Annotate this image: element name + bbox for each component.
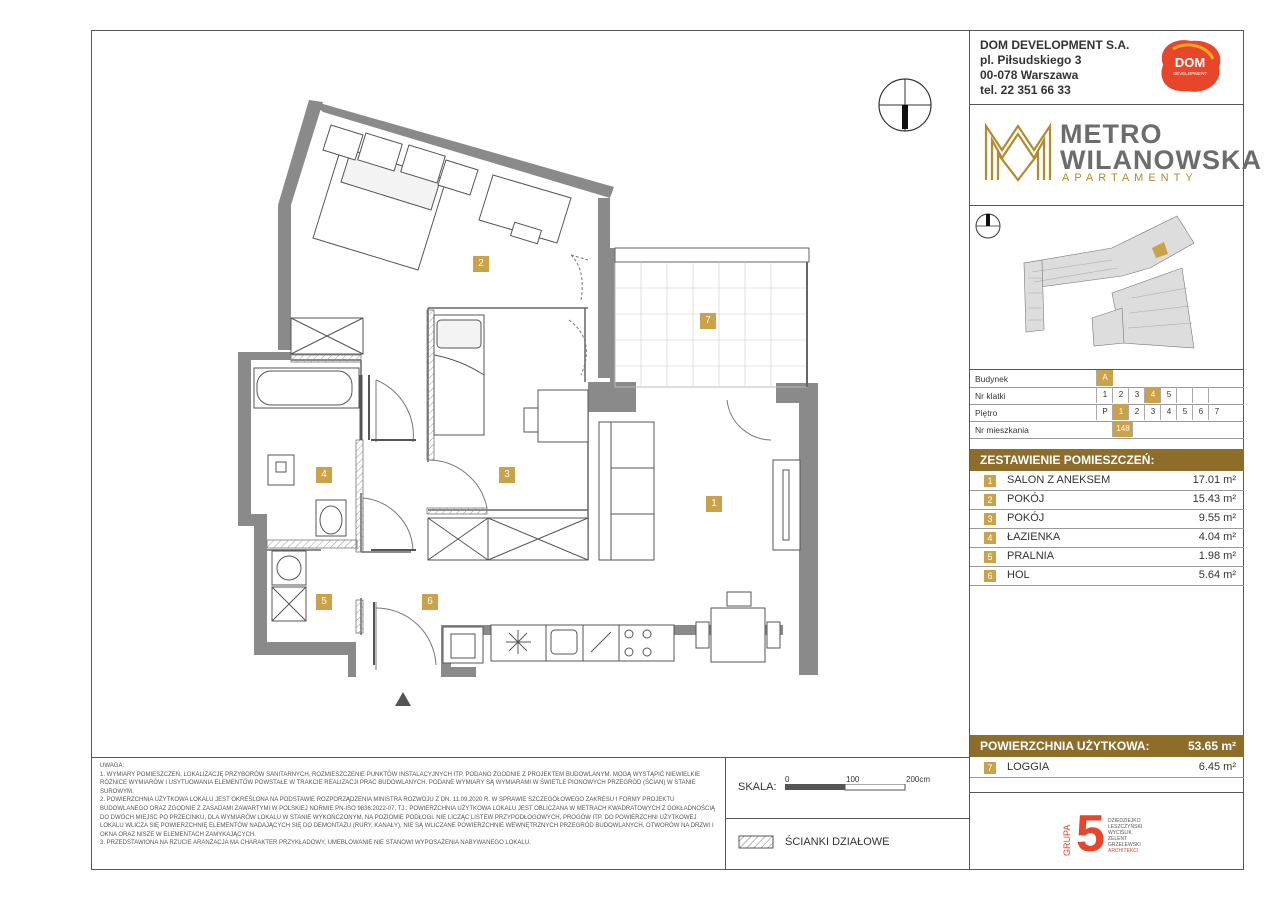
room-label: 1 (706, 496, 722, 512)
project-title-line2: WILANOWSKA (1060, 145, 1262, 175)
floor-cell: 5 (1176, 404, 1193, 420)
entrance-marker (395, 692, 411, 706)
bathroom-fixtures (254, 318, 363, 536)
architect-name: GRZELEWSKI (1108, 842, 1141, 848)
architect-name: ZELENT (1108, 836, 1128, 842)
project-subtitle: APARTAMENTY (1062, 172, 1198, 184)
room-label: 2 (473, 256, 489, 272)
floor-cell: 6 (1192, 404, 1209, 420)
total-area (970, 735, 1244, 757)
room3-furniture (428, 315, 588, 560)
room-name: HOL (1007, 569, 1030, 581)
stairs-label: Nr klatki (975, 391, 1006, 401)
key-plan (972, 208, 1242, 366)
partition-legend-swatch (738, 835, 774, 849)
divider (91, 757, 969, 758)
apartment-row (970, 421, 1244, 439)
floor-cell: 2 (1128, 404, 1145, 420)
stairs-cell (1192, 387, 1209, 403)
stairs-cell: 2 (1112, 387, 1129, 403)
room-number: 3 (984, 513, 996, 525)
room-area: 1.98 m² (1198, 550, 1236, 562)
scale-tick: 0 (785, 775, 790, 784)
room-area: 4.04 m² (1198, 531, 1236, 543)
scale-label: SKALA: (738, 781, 777, 793)
room-number: 6 (984, 570, 996, 582)
room-name: POKÓJ (1007, 493, 1045, 505)
legend-label: ŚCIANKI DZIAŁOWE (785, 836, 890, 848)
floor-row (970, 404, 1244, 422)
company-city: 00-078 Warszawa (980, 68, 1079, 82)
project-logo (982, 118, 1262, 188)
scale-bar (785, 784, 910, 794)
logo-development-text: DEVELOPMENT (1172, 71, 1208, 76)
floor-cell: P (1096, 404, 1113, 420)
divider (969, 205, 1244, 206)
room-row (970, 491, 1244, 510)
architect-name: ARCHITEKCI (1108, 848, 1139, 854)
grupa-number: 5 (1076, 805, 1105, 863)
room-label: 5 (316, 594, 332, 610)
room-number: 1 (984, 475, 996, 487)
company-phone: tel. 22 351 66 33 (980, 83, 1071, 97)
kitchen-counter (443, 625, 674, 663)
room-row (970, 510, 1244, 529)
room-area: 9.55 m² (1198, 512, 1236, 524)
room-name: ŁAZIENKA (1007, 531, 1061, 543)
room-label: 7 (700, 313, 716, 329)
room-label: 3 (499, 467, 515, 483)
laundry-fixtures (272, 551, 306, 621)
room-number: 7 (984, 762, 996, 774)
architect-logo (1062, 805, 1172, 864)
stairs-cell (1176, 387, 1193, 403)
dom-development-logo (1155, 37, 1225, 93)
architect-name: WYCIŚLIK (1108, 830, 1132, 836)
divider (969, 792, 1244, 793)
notes (100, 762, 718, 848)
architect-name: DZIEDZIEJKO (1108, 818, 1141, 824)
note-item: 1. WYMIARY POMIESZCZEŃ, LOKALIZACJĘ PRZYBORÓW SANITARNYCH, ROZMIESZCZENIE PUNKTÓW INSTALACYJNYCH ITP. PODANO ZGODNIE Z PROJEKTEM BUDOWLANYM. MOGĄ WYSTĄPIĆ NIEWIELKIE RÓŻNICE WYMIARÓW I USYTUOWANIA ELEMENTÓW POWSTAŁE W TRAKCIE REALIZACJI PRAC BUDOWLANYCH. PODANE WYMIARY SĄ WYMIARAMI W ŚWIETLE PIONOWYCH PRZEGRÓD (ŚCIAN) W STANIE SUROWYM. (100, 771, 701, 795)
keyplan-compass-icon (976, 214, 1000, 238)
divider (725, 757, 726, 870)
architect-name: LESZCZYŃSKI (1108, 824, 1143, 830)
divider (725, 818, 969, 819)
floor-plan (91, 30, 971, 757)
total-area-label: POWIERZCHNIA UŻYTKOWA: (980, 739, 1150, 753)
stairs-cell: 1 (1096, 387, 1113, 403)
floor-label: Piętro (975, 408, 998, 418)
room-area: 5.64 m² (1198, 569, 1236, 581)
room-row (970, 567, 1244, 586)
room-area: 15.43 m² (1192, 493, 1236, 505)
apartment-cell (1132, 421, 1149, 437)
compass-icon (876, 76, 936, 136)
note-item: 3. PRZEDSTAWIONA NA RZUCIE ARANŻACJA MA CHARAKTER PRZYKŁADOWY, UMEBLOWANIE NIE STANOWI WYPOSAŻENIA NABYWANEGO LOKALU. (100, 840, 531, 847)
room-row (970, 529, 1244, 548)
floor-cell: 7 (1208, 404, 1225, 420)
room-row (970, 472, 1244, 491)
room-name: POKÓJ (1007, 512, 1045, 524)
company-name: DOM DEVELOPMENT S.A. (980, 38, 1130, 52)
logo-dom-text: DOM (1174, 55, 1206, 70)
room-name: SALON Z ANEKSEM (1007, 474, 1111, 486)
room-number: 5 (984, 551, 996, 563)
building-row (970, 370, 1244, 388)
room-row (970, 548, 1244, 567)
apartment-label: Nr mieszkania (975, 425, 1029, 435)
stairs-cell: 3 (1128, 387, 1145, 403)
loggia-row (970, 759, 1244, 778)
project-title-line1: METRO (1060, 119, 1163, 149)
company-address: pl. Piłsudskiego 3 (980, 53, 1082, 67)
stairs-cell-selected: 4 (1144, 387, 1161, 403)
total-area-value: 53.65 m² (1187, 739, 1236, 753)
apartment-value: 148 (1112, 421, 1133, 437)
building-value: A (1096, 370, 1113, 386)
project-emblem-icon (982, 120, 1054, 184)
notes-title: UWAGA: (100, 763, 125, 769)
company-info (980, 38, 1129, 98)
summary-header (970, 449, 1244, 471)
stairs-cell: 5 (1160, 387, 1177, 403)
scale-tick: 100 (846, 775, 860, 784)
architect-names (1108, 818, 1142, 854)
room-label: 4 (316, 467, 332, 483)
building-label: Budynek (975, 374, 1009, 384)
room-name: PRALNIA (1007, 550, 1055, 562)
floor-cell: 3 (1144, 404, 1161, 420)
floor-cell-selected: 1 (1112, 404, 1129, 420)
room-area: 17.01 m² (1192, 474, 1236, 486)
room-label: 6 (422, 594, 438, 610)
summary-title: ZESTAWIENIE POMIESZCZEŃ: (980, 453, 1155, 467)
floor-cell: 4 (1160, 404, 1177, 420)
stairs-cell (1208, 387, 1225, 403)
room-area: 6.45 m² (1198, 761, 1236, 773)
room-number: 4 (984, 532, 996, 544)
scale-tick: 200cm (906, 775, 931, 784)
grupa-text: GRUPA (1062, 824, 1072, 856)
room-name: LOGGIA (1007, 761, 1050, 773)
divider (969, 104, 1244, 105)
room-number: 2 (984, 494, 996, 506)
note-item: 2. POWIERZCHNIA UŻYTKOWA LOKALU JEST OKREŚLONA NA PODSTAWIE ROZPORZĄDZENIA MINISTRA ROZWOJU Z DN. 11.09.2020 R. W SPRAWIE SZCZEGÓŁOWEGO ZAKRESU I FORMY PROJEKTU BUDOWLANEGO ORAZ ZGODNIE Z ZASADAMI ZAWARTYMI W POLSKIEJ NORMIE PN-ISO 9836:2022-07, TJ.: POWIERZCHNIA UŻYTKOWA LOKALU JEST OBLICZANA W METRACH KWADRATOWYCH Z DOKŁADNOŚCIĄ DO DWÓCH MIEJSC PO PRZECINKU, DLA WYMIARÓW LOKALU W STANIE WYKOŃCZONYM, NA POZIOMIE PODŁOGI. NIE LICZĄC LISTEW PRZYPODŁOGOWYCH, PROGÓW ITP. DO POWIERZCHNI UŻYTKOWEJ LOKALU WLICZA SIĘ POWIERZCHNIĘ ELEMENTÓW NADAJĄCYCH SIĘ DO DEMONTAŻU (RURY, KANAŁY), NIE SĄ WLICZANE POWIERZCHNIE WEWNĘTRZNYCH PRZEGRÓD BUDOWLANYCH, OTWORÓW NA DRZWI I OKNA ORAZ NISZE W ELEMENTACH ZAMYKAJĄCYCH. (100, 797, 715, 838)
stairs-row (970, 387, 1244, 405)
